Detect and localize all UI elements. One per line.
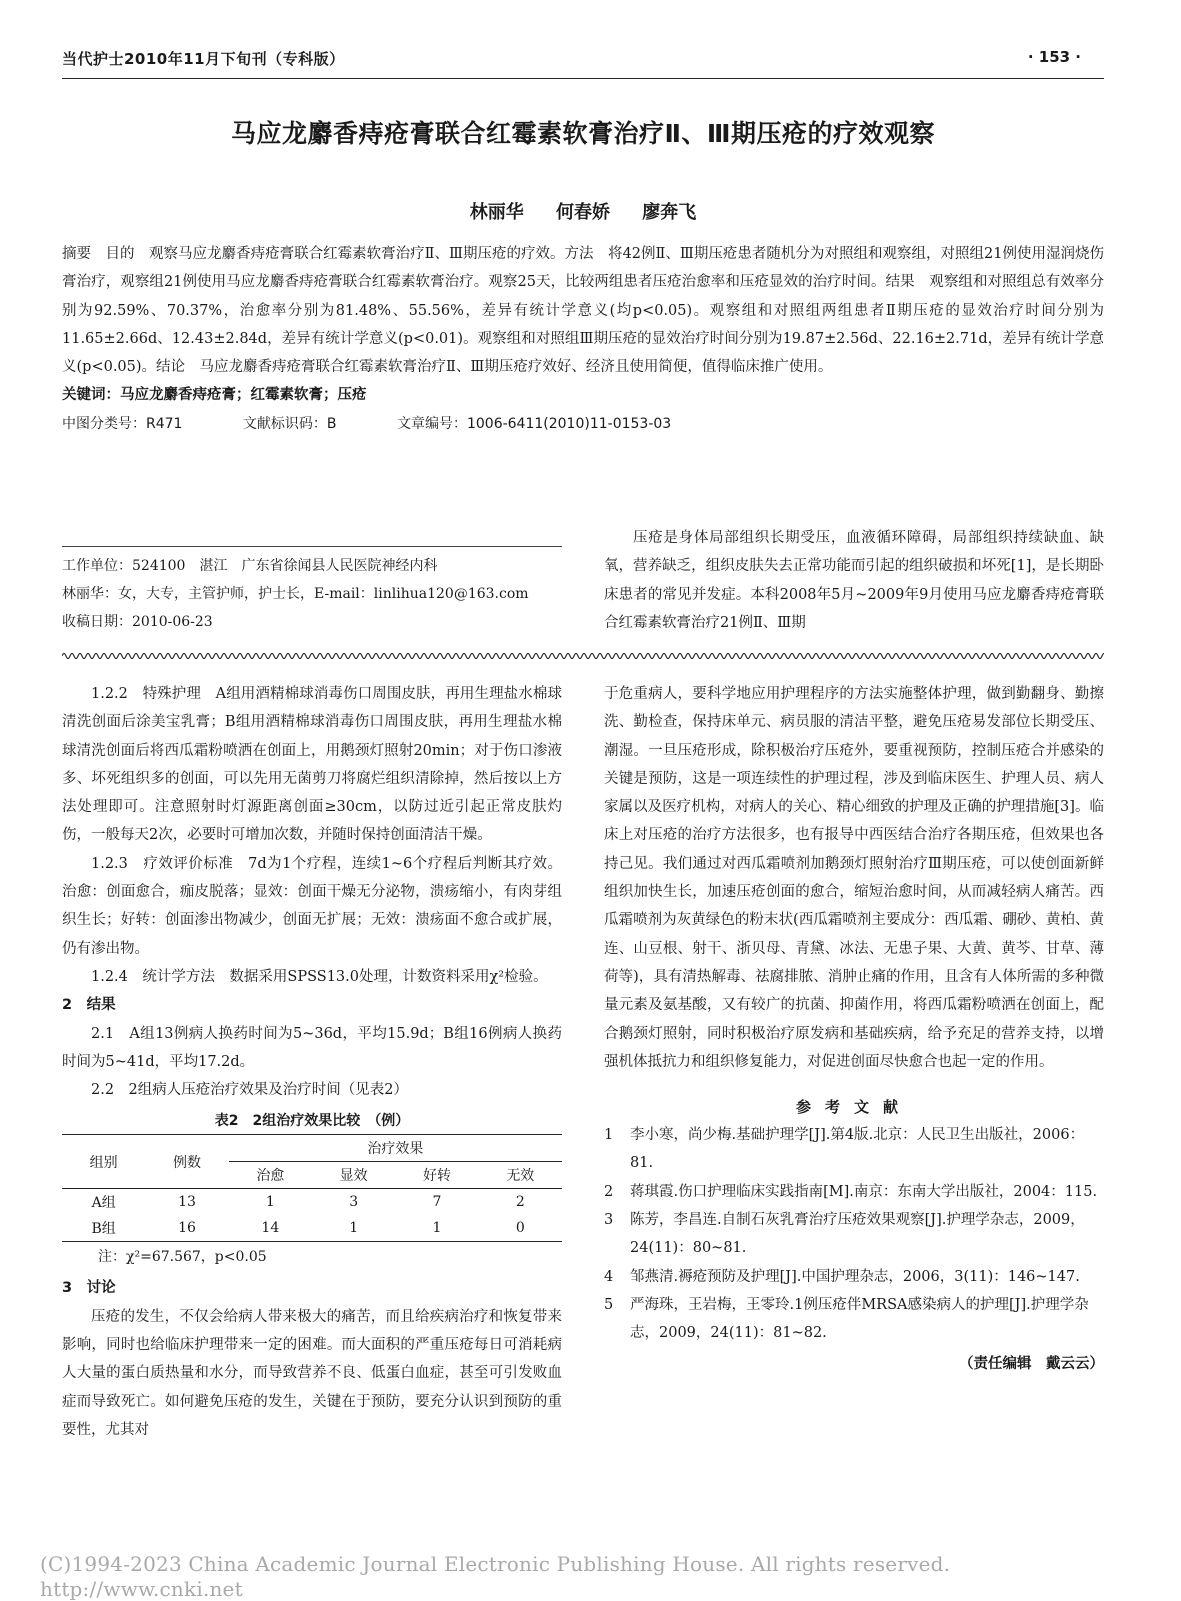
reference-item bbox=[604, 1178, 1104, 1206]
received-date: 收稿日期：2010-06-23 bbox=[62, 614, 213, 630]
table-cell: 2 bbox=[515, 1194, 525, 1211]
reference-text: 邹燕清.褥疮预防及护理[J].中国护理杂志，2006，3(11)：146~147. bbox=[630, 1268, 1080, 1285]
table-cell: 1 bbox=[265, 1194, 275, 1211]
responsible-editor: （责任编辑 戴云云） bbox=[959, 1355, 1104, 1372]
col-header-improved: 好转 bbox=[422, 1168, 451, 1185]
article-title: 马应龙麝香痔疮膏联合红霉素软膏治疗Ⅱ、Ⅲ期压疮的疗效观察 bbox=[230, 119, 936, 148]
keywords: 关键词：马应龙麝香痔疮膏；红霉素软膏；压疮 bbox=[62, 387, 367, 404]
clc-number: 中图分类号：R471 bbox=[62, 415, 183, 432]
table-cell: 7 bbox=[432, 1194, 442, 1211]
col-header-invalid: 无效 bbox=[506, 1168, 535, 1185]
header-rule bbox=[62, 78, 1104, 79]
abstract-text: 摘要 目的 观察马应龙麝香痔疮膏联合红霉素软膏治疗Ⅱ、Ⅲ期压疮的疗效。方法 将42例Ⅱ、Ⅲ期压疮患者随机分为对照组和观察组，对照组21例使用湿润烧伤膏治疗，观察组21例使用马应龙麝香痔疮膏联合红霉素软膏治疗。观察25天，比较两组患者压疮治愈率和压疮显效的治疗时间。结果 观察组和对照组总有效率分别为92.59%、70.37%，治愈率分别为81.48%、55.56%，差异有统计学意义(均p<0.05)。观察组和对照组两组患者Ⅱ期压疮的显效治疗时间分别为11.65±2.66d、12.43±2.84d，差异有统计学意义(p<0.01)。观察组和对照组Ⅲ期压疮的显效治疗时间分别为19.87±2.56d、22.16±2.71d，差异有统计学意义(p<0.05)。结论 马应龙麝香痔疮膏联合红霉素软膏治疗Ⅱ、Ⅲ期压疮疗效好、经济且使用简便，值得临床推广使用。 bbox=[62, 246, 1104, 376]
section-1-2-3: 1.2.3 疗效评价标准 7d为1个疗程，连续1~6个疗程后判断其疗效。治愈：创面愈合，痂皮脱落；显效：创面干燥无分泌物，溃疡缩小，有肉芽组织生长；好转：创面渗出物减少，创面无扩展；无效：溃疡面不愈合或扩展，仍有渗出物。 bbox=[62, 855, 562, 957]
reference-item bbox=[604, 1291, 1104, 1348]
table-note: 注：χ²=67.567，p<0.05 bbox=[98, 1249, 267, 1266]
results-table bbox=[62, 1134, 562, 1242]
abstract-block bbox=[62, 240, 1104, 438]
reference-number: 4 bbox=[604, 1268, 614, 1285]
reference-number: 5 bbox=[604, 1296, 614, 1313]
reference-number: 3 bbox=[604, 1212, 614, 1229]
author-footnote bbox=[62, 552, 562, 636]
table-row bbox=[62, 1189, 562, 1216]
author-info: 林丽华：女，大专，主管护师，护士长，E-mail：linlihua120@163.com bbox=[62, 586, 529, 602]
author-3: 廖奔飞 bbox=[642, 202, 697, 223]
references-heading: 参考文献 bbox=[795, 1098, 912, 1117]
table-cell: 3 bbox=[349, 1194, 359, 1211]
reference-number: 2 bbox=[604, 1183, 614, 1200]
table-cell: A组 bbox=[91, 1195, 116, 1212]
journal-running-head: 当代护士2010年11月下旬刊（专科版） bbox=[62, 50, 345, 68]
col-header-marked: 显效 bbox=[339, 1168, 368, 1185]
heading-discussion: 3 讨论 bbox=[62, 1280, 116, 1297]
reference-item bbox=[604, 1263, 1104, 1291]
intro-paragraph: 压疮是身体局部组织长期受压，血液循环障碍，局部组织持续缺血、缺氧，营养缺乏，组织皮肤失去正常功能而引起的组织破损和坏死[1]，是长期卧床患者的常见并发症。本科2008年5月~2009年9月使用马应龙麝香痔疮膏联合红霉素软膏治疗21例Ⅱ、Ⅲ期 bbox=[604, 530, 1104, 631]
section-1-2-2: 1.2.2 特殊护理 A组用酒精棉球消毒伤口周围皮肤，再用生理盐水棉球清洗创面后涂美宝乳膏；B组用酒精棉球消毒伤口周围皮肤，再用生理盐水棉球清洗创面后将西瓜霜粉喷洒在创面上，用鹅颈灯照射20min；对于伤口渗液多、坏死组织多的创面，可以先用无菌剪刀将腐烂组织清除掉，然后按以上方法处理即可。注意照射时灯源距离创面≥30cm，以防过近引起正常皮肤灼伤，一般每天2次，必要时可增加次数，并随时保持创面清洁干燥。 bbox=[62, 686, 562, 844]
reference-item bbox=[604, 1206, 1104, 1263]
reference-text: 严海珠，王岩梅，王零玲.1例压疮伴MRSA感染病人的护理[J].护理学杂志，2009，24(11)：81~82. bbox=[630, 1296, 1089, 1342]
author-list bbox=[62, 198, 1104, 224]
table-cell: B组 bbox=[91, 1221, 116, 1238]
author-1: 林丽华 bbox=[469, 202, 524, 223]
section-1-2-4: 1.2.4 统计学方法 数据采用SPSS13.0处理，计数资料采用χ²检验。 bbox=[91, 968, 548, 985]
table-cell: 0 bbox=[515, 1220, 525, 1237]
section-2-2: 2.2 2组病人压疮治疗效果及治疗时间（见表2） bbox=[91, 1082, 409, 1099]
col-header-cases: 例数 bbox=[145, 1135, 228, 1189]
table-cell: 13 bbox=[178, 1194, 196, 1211]
author-2: 何春娇 bbox=[556, 202, 610, 223]
reference-list bbox=[604, 1121, 1104, 1347]
document-code: 文献标识码：B bbox=[242, 415, 337, 432]
reference-item bbox=[604, 1121, 1104, 1178]
right-column bbox=[604, 680, 1104, 1373]
footnote-rule bbox=[62, 546, 562, 547]
table-row bbox=[62, 1215, 562, 1242]
copyright-footer: (C)1994-2023 China Academic Journal Electronic Publishing House. All rights reserved. http://www.cnki.net bbox=[40, 1552, 991, 1601]
col-header-cured: 治愈 bbox=[256, 1168, 285, 1185]
section-2-1: 2.1 A组13例病人换药时间为5~36d，平均15.9d；B组16例病人换药时间为5~41d，平均17.2d。 bbox=[62, 1025, 562, 1070]
col-header-effect: 治疗效果 bbox=[229, 1135, 562, 1162]
table-cell: 14 bbox=[261, 1220, 280, 1237]
discussion-continued: 于危重病人，要科学地应用护理程序的方法实施整体护理，做到勤翻身、勤擦洗、勤检查，保持床单元、病员服的清洁平整，避免压疮易发部位长期受压、潮湿。一旦压疮形成，除积极治疗压疮外，要重视预防，控制压疮合并感染的关键是预防，这是一项连续性的护理过程，涉及到临床医生、护理人员、病人家属以及医疗机构，对病人的关心、精心细致的护理及正确的护理措施[3]。临床上对压疮的治疗方法很多，也有报导中西医结合治疗各期压疮，但效果也各持己见。我们通过对西瓜霜喷剂加鹅颈灯照射治疗Ⅲ期压疮，可以使创面新鲜组织加快生长，加速压疮创面的愈合，缩短治愈时间，从而减轻病人痛苦。西瓜霜喷剂为灰黄绿色的粉末状(西瓜霜喷剂主要成分：西瓜霜、硼砂、黄柏、黄连、山豆根、射干、浙贝母、青黛、冰法、无患子果、大黄、黄芩、甘草、薄荷等)，具有清热解毒、祛腐排脓、消肿止痛的作用，且含有人体所需的多种微量元素及氨基酸，又有较广的抗菌、抑菌作用，将西瓜霜粉喷洒在创面上，配合鹅颈灯照射，同时积极治疗原发病和基础疾病，给予充足的营养支持，以增强机体抵抗力和组织修复能力，对促进创面尽快愈合也起一定的作用。 bbox=[604, 686, 1104, 1070]
reference-text: 李小寒，尚少梅.基础护理学[J].第4版.北京：人民卫生出版社，2006：81. bbox=[630, 1127, 1085, 1172]
discussion-paragraph: 压疮的发生，不仅会给病人带来极大的痛苦，而且给疾病治疗和恢复带来影响，同时也给临床护理带来一定的困难。而大面积的严重压疮每日可消耗病人大量的蛋白质热量和水分，而导致营养不良、低蛋白血症，甚至可引发败血症而导致死亡。如何避免压疮的发生，关键在于预防，要充分认识到预防的重要性，尤其对 bbox=[62, 1308, 562, 1438]
intro-column bbox=[604, 524, 1104, 637]
table-caption: 表2 2组治疗效果比较 （例） bbox=[214, 1113, 410, 1130]
reference-text: 陈芳，李昌连.自制石灰乳膏治疗压疮效果观察[J].护理学杂志，2009，24(11)：80~81. bbox=[630, 1212, 1085, 1257]
classification-line bbox=[62, 410, 1104, 438]
wavy-separator bbox=[62, 650, 1104, 662]
left-column bbox=[62, 680, 562, 1444]
col-header-group: 组别 bbox=[62, 1135, 145, 1189]
affiliation: 工作单位：524100 湛江 广东省徐闻县人民医院神经内科 bbox=[62, 558, 438, 574]
reference-number: 1 bbox=[604, 1127, 614, 1144]
page-number: · 153 · bbox=[1027, 48, 1081, 66]
article-number: 文章编号：1006-6411(2010)11-0153-03 bbox=[396, 415, 672, 432]
table-cell: 1 bbox=[432, 1220, 442, 1237]
table-cell: 1 bbox=[349, 1220, 359, 1237]
reference-text: 蒋琪霞.伤口护理临床实践指南[M].南京：东南大学出版社，2004：115. bbox=[630, 1183, 1098, 1200]
table-cell: 16 bbox=[178, 1220, 196, 1237]
heading-results: 2 结果 bbox=[62, 997, 116, 1014]
